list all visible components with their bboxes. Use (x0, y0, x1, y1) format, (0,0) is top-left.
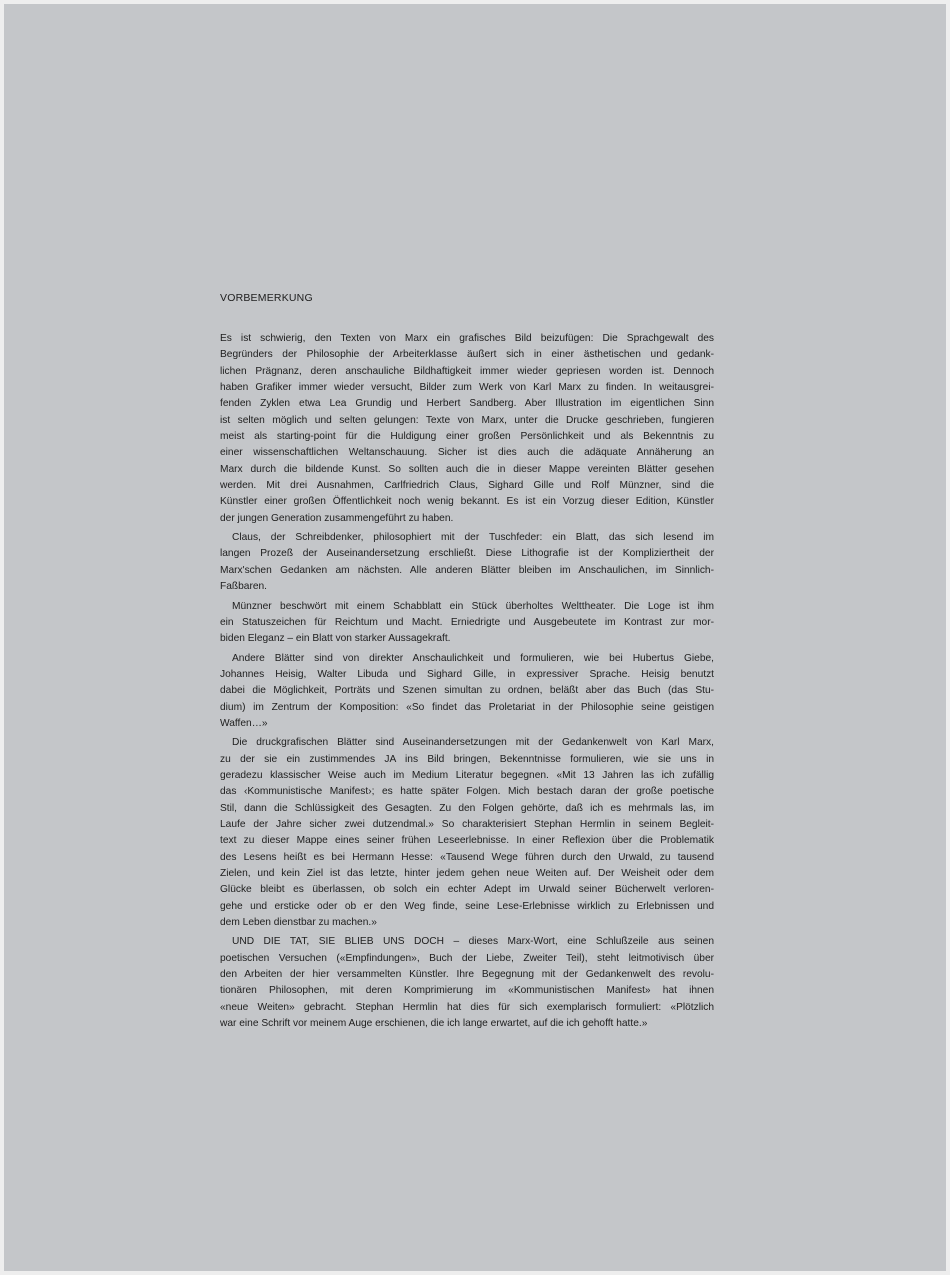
text-line: der jungen Generation zusammengeführt zu haben. (220, 512, 454, 524)
text-line: lichen Prägnanz, deren anschauliche Bildhaftigkeit immer wieder gepriesen worden ist. Dennoch (220, 365, 714, 377)
text-line: dabei die Möglichkeit, Porträts und Szenen simultan zu ordnen, beläßt aber das Buch (das Stu- (220, 685, 714, 697)
paragraph (220, 934, 714, 1032)
paragraph (220, 530, 714, 595)
text-line: Faßbaren. (220, 581, 267, 593)
paragraph (220, 735, 714, 931)
paragraph (220, 651, 714, 733)
text-line: war eine Schrift vor meinem Auge erschienen, die ich lange erwartet, auf die ich gehofft hatte.» (220, 1018, 648, 1030)
text-line: zu der sie ein zustimmendes JA ins Bild bringen, Bekenntnisse formulieren, wie sie uns in (220, 753, 714, 765)
text-line: Marx durch die bildende Kunst. So sollten auch die in dieser Mappe vereinten Blätter gesehen (220, 463, 714, 475)
text-line: Marx'schen Gedanken am nächsten. Alle anderen Blätter bleiben im Anschaulichen, im Sinnlich- (220, 564, 714, 576)
text-line: Waffen…» (220, 717, 268, 729)
text-line: Es ist schwierig, den Texten von Marx ein grafisches Bild beizufügen: Die Sprachgewalt des (220, 333, 714, 344)
text-line: Künstler einer großen Öffentlichkeit noch wenig bekannt. Es ist ein Vorzug dieser Edition, Künstler (220, 496, 714, 508)
page-heading: VORBEMERKUNG (220, 292, 313, 304)
text-line: Münzner beschwört mit einem Schabblatt ein Stück überholtes Welttheater. Die Loge ist ihm (232, 600, 714, 612)
text-line: des Lesens heißt es bei Hermann Hesse: «Tausend Wege führen durch den Urwald, zu tausend (220, 851, 714, 863)
text-line: Glücke bleibt es überlassen, ob solch ein echter Adept im Urwald seiner Bücherwelt verloren- (220, 884, 714, 896)
text-line: einer wissenschaftlichen Weltanschauung. Sicher ist dies auch die adäquate Annäherung an (220, 447, 714, 459)
text-line: gehe und ersticke oder ob er den Weg finde, seine Lese-Erlebnisse wirklich zu Erlebnissen und (220, 900, 714, 912)
text-line: haben Grafiker immer wieder versucht, Bilder zum Werk von Karl Marx zu finden. In weitausgrei- (220, 382, 714, 394)
text-block (220, 291, 714, 1032)
text-line: den Arbeiten der hier versammelten Künstler. Ihre Begegnung mit der Gedankenwelt des revolu- (220, 969, 714, 981)
text-line: das ‹Kommunistische Manifest›; es hatte später Folgen. Mich bestach daran der große poetische (220, 786, 714, 798)
text-line: Begründers der Philosophie der Arbeiterklasse äußert sich in einer ästhetischen und gedank- (220, 349, 714, 361)
text-line: biden Eleganz – ein Blatt von starker Aussagekraft. (220, 633, 451, 645)
text-line: werden. Mit drei Ausnahmen, Carlfriedrich Claus, Sighard Gille und Rolf Münzner, sind die (220, 480, 714, 492)
text-line: UND DIE TAT, SIE BLIEB UNS DOCH – dieses Marx-Wort, eine Schlußzeile aus seinen (232, 936, 714, 948)
text-line: Die druckgrafischen Blätter sind Auseinandersetzungen mit der Gedankenwelt von Karl Marx, (232, 737, 714, 749)
text-line: meist als starting-point für die Huldigung einer großen Persönlichkeit und als Bekenntnis zu (220, 431, 714, 443)
text-line: geradezu klassischer Weise auch im Medium Literatur begegnen. «Mit 13 Jahren las ich zufällig (220, 769, 714, 781)
text-line: Stil, dann die Schlüssigkeit des Gesagten. Zu den Folgen gehörte, daß ich es mehrmals las, im (220, 802, 714, 814)
text-line: text zu dieser Mappe eines seiner frühen Leseerlebnisse. In einer Reflexion über die Problematik (220, 835, 714, 847)
text-line: tionären Philosophen, mit deren Komprimierung im «Kommunistischen Manifest» hat ihnen (220, 985, 714, 997)
text-line: Andere Blätter sind von direkter Anschaulichkeit und formulieren, wie bei Hubertus Giebe, (232, 652, 714, 664)
text-line: ist selten möglich und selten gelungen: Texte von Marx, unter die Drucke geschrieben, fungieren (220, 414, 714, 426)
text-line: ein Statuszeichen für Reichtum und Macht. Erniedrigte und Ausgebeutete im Kontrast zur mor- (220, 616, 714, 628)
text-line: Claus, der Schreibdenker, philosophiert mit der Tuschfeder: ein Blatt, das sich lesend im (232, 532, 714, 544)
text-line: dium) im Zentrum der Komposition: «So findet das Proletariat in der Philosophie seine geistigen (220, 701, 714, 713)
paper-sheet (4, 4, 946, 1271)
text-line: «neue Weiten» gebracht. Stephan Hermlin hat dies für sich exemplarisch formuliert: «Plötzlich (220, 1001, 714, 1013)
body-text (220, 331, 714, 1032)
text-line: dem Leben dienstbar zu machen.» (220, 917, 377, 929)
text-line: Laufe der Jahre sicher zwei dutzendmal.» So charakterisiert Stephan Hermlin in seinem Begleit- (220, 818, 714, 830)
text-line: Zielen, und kein Ziel ist das letzte, hinter jedem gehen neue Weiten auf. Der Weisheit oder dem (220, 868, 714, 879)
paragraph (220, 331, 714, 527)
text-line: Johannes Heisig, Walter Libuda und Sighard Gille, in expressiver Sprache. Heisig benutzt (220, 668, 714, 680)
paragraph (220, 599, 714, 648)
text-line: langen Prozeß der Auseinandersetzung erschließt. Diese Lithografie ist der Kompliziertheit der (220, 548, 714, 560)
text-line: fenden Zyklen etwa Lea Grundig und Herbert Sandberg. Aber Illustration im eigentlichen Sinn (220, 398, 714, 410)
text-line: poetischen Versuchen («Empfindungen», Buch der Liebe, Zweiter Teil), steht leitmotivisch über (220, 952, 714, 964)
